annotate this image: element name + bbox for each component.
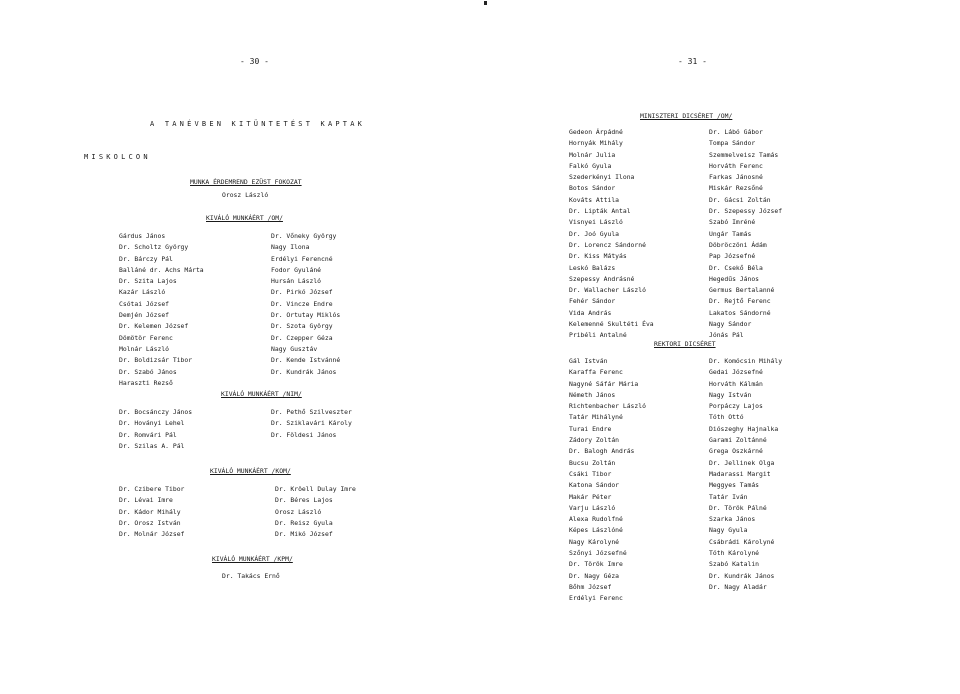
list-item: Nagy Károlyné bbox=[569, 537, 620, 546]
list-item: Németh János bbox=[569, 390, 616, 399]
list-item: Dr. Hoványi Lehel bbox=[119, 419, 185, 428]
om-right-list bbox=[271, 231, 340, 378]
list-item: Porpáczy Lajos bbox=[709, 402, 763, 411]
list-item: Nagy Ilona bbox=[271, 243, 310, 252]
list-item: Dr. Béres Lajos bbox=[275, 496, 333, 505]
list-item: Dr. Kende Istvánné bbox=[271, 356, 341, 365]
list-item: Képes Lászlóné bbox=[569, 526, 623, 535]
list-item: Dr. Czepper Géza bbox=[271, 333, 333, 342]
list-item: Szabó Imréné bbox=[709, 218, 756, 227]
list-item: Dr. Vincze Endre bbox=[271, 299, 333, 308]
list-item: Dr. Vőneky György bbox=[271, 232, 337, 240]
list-item: Fehér Sándor bbox=[569, 297, 616, 306]
list-item: Orosz László bbox=[275, 507, 322, 516]
list-item: Germus Bertalanné bbox=[709, 286, 775, 295]
rector-left-list bbox=[569, 356, 646, 605]
rector-right-list bbox=[709, 356, 782, 593]
list-item: Csábrádi Károlyné bbox=[709, 537, 775, 546]
nim-right-list bbox=[271, 407, 352, 441]
list-item: Szarka János bbox=[709, 515, 756, 524]
list-item: Erdélyi Ferencné bbox=[271, 254, 333, 263]
list-item: Dr. Mikó József bbox=[275, 530, 333, 539]
list-item: Garami Zoltánné bbox=[709, 436, 767, 445]
silver-award-title: MUNKA ÉRDEMREND EZÜST FOKOZAT bbox=[190, 178, 302, 186]
list-item: Szabó Katalin bbox=[709, 560, 760, 569]
list-item: Hursán László bbox=[271, 277, 322, 286]
list-item: Demjén József bbox=[119, 311, 170, 320]
list-item: Vida András bbox=[569, 308, 612, 317]
list-item: Katona Sándor bbox=[569, 481, 620, 490]
list-item: Grega Oszkárné bbox=[709, 447, 763, 456]
list-item: Hegedűs János bbox=[709, 274, 760, 283]
list-item: Botos Sándor bbox=[569, 184, 616, 193]
minister-section-title: MINISZTERI DICSÉRET /OM/ bbox=[640, 112, 733, 120]
list-item: Dr. Kiss Mátyás bbox=[569, 252, 627, 261]
list-item: Meggyes Tamás bbox=[709, 481, 760, 490]
minister-right-list bbox=[709, 127, 782, 342]
list-item: Pap Józsefné bbox=[709, 252, 756, 261]
list-item: Dr. Kröell Dulay Imre bbox=[275, 485, 356, 493]
list-item: Dr. Török Imre bbox=[569, 560, 623, 569]
list-item: Karaffa Ferenc bbox=[569, 368, 623, 377]
list-item: Diószeghy Hajnalka bbox=[709, 424, 779, 433]
list-item: Bőhm József bbox=[569, 582, 612, 591]
list-item: Bucsu Zoltán bbox=[569, 458, 616, 467]
list-item: Richtenbacher László bbox=[569, 402, 646, 411]
list-item: Csótai József bbox=[119, 299, 170, 308]
list-item: Tatár Mihályné bbox=[569, 413, 623, 422]
list-item: Lakatos Sándorné bbox=[709, 308, 771, 317]
nim-left-list bbox=[119, 407, 192, 452]
list-item: Jónás Pál bbox=[709, 331, 744, 340]
page-heading: A TANÉVBEN KITÜNTETÉST KAPTAK bbox=[150, 120, 366, 128]
list-item: Dr. Sziklavári Károly bbox=[271, 419, 352, 428]
list-item: Tatár Iván bbox=[709, 492, 748, 501]
list-item: Kováts Attila bbox=[569, 195, 620, 204]
list-item: Erdélyi Ferenc bbox=[569, 594, 623, 603]
list-item: Dr. Jellinek Olga bbox=[709, 458, 775, 467]
minister-left-list bbox=[569, 127, 654, 342]
kpm-name: Dr. Takács Ernő bbox=[222, 572, 280, 580]
list-item: Visnyei László bbox=[569, 218, 623, 227]
list-item: Gedeon Árpádné bbox=[569, 128, 623, 136]
list-item: Dr. Szota György bbox=[271, 322, 333, 331]
list-item: Molnár László bbox=[119, 344, 170, 353]
list-item: Dr. Lábó Gábor bbox=[709, 128, 763, 136]
city-label: MISKOLCON bbox=[84, 153, 151, 161]
kom-left-list bbox=[119, 484, 184, 540]
nim-section-title: KIVÁLÓ MUNKÁÉRT /NIM/ bbox=[221, 390, 302, 398]
om-section-title: KIVÁLÓ MUNKÁÉRT /OM/ bbox=[206, 214, 283, 222]
list-item: Dr. Lipták Antal bbox=[569, 207, 631, 216]
list-item: Dr. Joó Gyula bbox=[569, 229, 620, 238]
list-item: Dr. Rejtő Ferenc bbox=[709, 297, 771, 306]
list-item: Dr. Nagy Aladár bbox=[709, 582, 767, 591]
page-number-left: - 30 - bbox=[240, 57, 269, 66]
kom-section-title: KIVÁLÓ MUNKÁÉRT /KOM/ bbox=[210, 467, 291, 475]
list-item: Nagy Gyula bbox=[709, 526, 748, 535]
list-item: Dr. Czibere Tibor bbox=[119, 485, 185, 493]
list-item: Zádory Zoltán bbox=[569, 436, 620, 445]
list-item: Dr. Csekő Béla bbox=[709, 263, 763, 272]
kpm-section-title: KIVÁLÓ MUNKÁÉRT /KPM/ bbox=[212, 555, 293, 563]
list-item: Dr. Boldizsár Tibor bbox=[119, 356, 193, 365]
list-item: Tóth Ottó bbox=[709, 413, 744, 422]
list-item: Gedai Józsefné bbox=[709, 368, 763, 377]
list-item: Dr. Bocsánczy János bbox=[119, 408, 193, 416]
list-item: Molnár Julia bbox=[569, 150, 616, 159]
rector-section-title: REKTORI DICSÉRET bbox=[654, 340, 716, 348]
list-item: Dr. Kádor Mihály bbox=[119, 507, 181, 516]
list-item: Szederkényi Ilona bbox=[569, 173, 635, 182]
list-item: Dr. Scholtz György bbox=[119, 243, 189, 252]
silver-award-name: Orosz László bbox=[222, 191, 269, 199]
list-item: Falkó Gyula bbox=[569, 161, 612, 170]
list-item: Alexa Rudolfné bbox=[569, 515, 623, 524]
list-item: Gál István bbox=[569, 357, 608, 365]
list-item: Varju László bbox=[569, 503, 616, 512]
list-item: Szőnyi Józsefné bbox=[569, 549, 627, 558]
list-item: Dr. Kelemen József bbox=[119, 322, 189, 331]
kom-right-list bbox=[275, 484, 356, 540]
list-item: Dr. Szilas A. Pál bbox=[119, 441, 185, 450]
list-item: Ungár Tamás bbox=[709, 229, 752, 238]
list-item: Dr. Pethő Szilveszter bbox=[271, 408, 352, 416]
list-item: Tompa Sándor bbox=[709, 139, 756, 148]
list-item: Kazár László bbox=[119, 288, 166, 297]
list-item: Madarassi Margit bbox=[709, 469, 771, 478]
list-item: Farkas Jánosné bbox=[709, 173, 763, 182]
list-item: Dr. Nagy Géza bbox=[569, 571, 620, 580]
list-item: Nagyné Sáfár Mária bbox=[569, 379, 639, 388]
list-item: Dr. Kundrák János bbox=[709, 571, 775, 580]
scan-mark bbox=[484, 1, 487, 5]
list-item: Csáki Tibor bbox=[569, 469, 612, 478]
list-item: Dr. Romvári Pál bbox=[119, 430, 177, 439]
list-item: Dr. Wallacher László bbox=[569, 286, 646, 295]
list-item: Fodor Gyuláné bbox=[271, 265, 322, 274]
list-item: Nagy István bbox=[709, 390, 752, 399]
list-item: Dömötör Ferenc bbox=[119, 333, 173, 342]
list-item: Leskó Balázs bbox=[569, 263, 616, 272]
list-item: Nagy Gusztáv bbox=[271, 344, 318, 353]
list-item: Dr. Szabó János bbox=[119, 367, 177, 376]
list-item: Dr. Szita Lajos bbox=[119, 277, 177, 286]
list-item: Dr. Lévai Imre bbox=[119, 496, 173, 505]
list-item: Turai Endre bbox=[569, 424, 612, 433]
list-item: Dr. Lorencz Sándorné bbox=[569, 240, 646, 249]
list-item: Dr. Kundrák János bbox=[271, 367, 337, 376]
list-item: Dr. Ortutay Miklós bbox=[271, 311, 341, 320]
list-item: Tóth Károlyné bbox=[709, 549, 760, 558]
list-item: Dr. Szepessy József bbox=[709, 207, 783, 216]
om-left-list bbox=[119, 231, 204, 389]
list-item: Balláné dr. Achs Márta bbox=[119, 265, 204, 274]
list-item: Pribéli Antalné bbox=[569, 331, 627, 340]
list-item: Dr. Orosz István bbox=[119, 518, 181, 527]
list-item: Nagy Sándor bbox=[709, 320, 752, 329]
list-item: Hornyák Mihály bbox=[569, 139, 623, 148]
list-item: Dr. Reisz Gyula bbox=[275, 518, 333, 527]
list-item: Gárdus János bbox=[119, 232, 166, 240]
list-item: Horváth Ferenc bbox=[709, 161, 763, 170]
list-item: Makár Péter bbox=[569, 492, 612, 501]
list-item: Dr. Gácsi Zoltán bbox=[709, 195, 771, 204]
list-item: Dr. Molnár József bbox=[119, 530, 185, 539]
list-item: Dr. Balogh András bbox=[569, 447, 635, 456]
list-item: Szemmelveisz Tamás bbox=[709, 150, 779, 159]
list-item: Dr. Pirkó József bbox=[271, 288, 333, 297]
list-item: Dr. Bárczy Pál bbox=[119, 254, 173, 263]
list-item: Döbröczöni Ádám bbox=[709, 240, 767, 249]
list-item: Haraszti Rezső bbox=[119, 378, 173, 387]
list-item: Szepessy Andrásné bbox=[569, 274, 635, 283]
list-item: Miskár Rezsőné bbox=[709, 184, 763, 193]
list-item: Dr. Komócsin Mihály bbox=[709, 357, 783, 365]
list-item: Horváth Kálmán bbox=[709, 379, 763, 388]
list-item: Kelemenné Skultéti Éva bbox=[569, 320, 654, 329]
list-item: Dr. Földesi János bbox=[271, 430, 337, 439]
page-number-right: - 31 - bbox=[678, 57, 707, 66]
list-item: Dr. Török Pálné bbox=[709, 503, 767, 512]
